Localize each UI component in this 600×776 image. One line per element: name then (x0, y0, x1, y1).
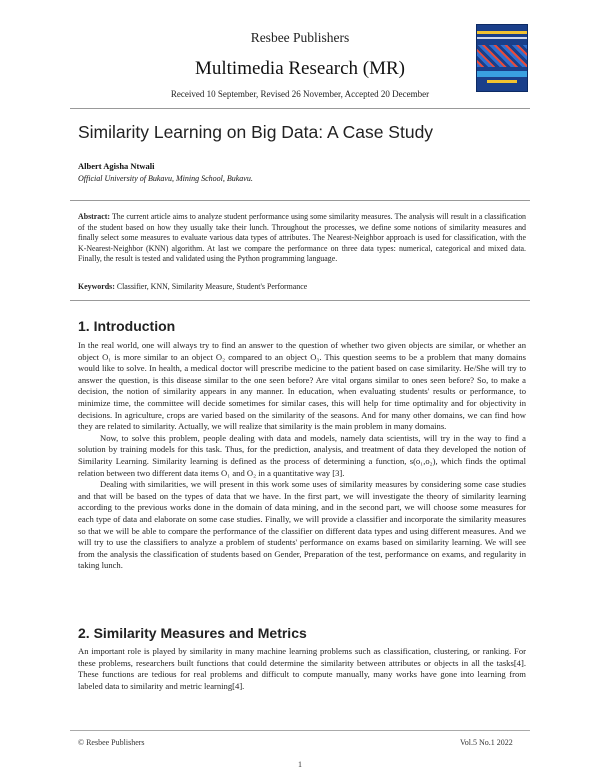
paragraph: In the real world, one will always try to find an answer to the question of whether two given objects are similar, or whether an object O₁ is more similar to an object O₂ compared to an object O₃. This question seems to be a problem that many domains would like to solve. In health, a medical doctor will prescribe medicine to the patient based on case similarity. He/She will try to answer the question, is this disease similar to the one seen before? Are vital organs similar to ones seen before? So, to make a decision, the notion of similarity appears in any manner. In education, when evaluating students' results or performance, to minimize time, the committee will decide sometimes for similar cases, this will help for time optimality and for objectivity in decisions. In agriculture, crops are varied based on the similarity of the seasons. And for many other domains, we can find how they are related to similarity. Actually, we will realize that similarity is the main problem in many domains. (78, 340, 526, 432)
introduction-body (78, 340, 526, 572)
footer-divider (70, 730, 530, 731)
page-number: 1 (298, 760, 302, 769)
keywords-label: Keywords: (78, 282, 115, 291)
author-affiliation: Official University of Bukavu, Mining School, Bukavu. (78, 174, 253, 183)
abstract-label: Abstract: (78, 212, 110, 221)
paragraph: Now, to solve this problem, people dealing with data and models, namely data scientists, will try in the way to find a solution by training models for this task. Thus, for the prediction, analysis, and treatment of data they developed the notion of Similarity Learning. Similarity learning is defined as the process of determining a function, s(o₁,o₂), which finds the optimal relation between two different data items O₁ and O₂ in a quantitative way [3]. (78, 432, 526, 478)
abstract-text: The current article aims to analyze student performance using some similarity measures. The analysis will result in a classification of the student based on how they usually take their lunch. Throughout the processes, we define some notions of similarity measures and finally select some measures to evaluate various data types of attributes. The Nearest-Neighbor approach is used for classification, with the K-Nearest-Neighbor (KNN) algorithm. At last we compare the performance on three data types: numerical, categorical and mixed data. Finally, the result is tested and validated using the Python programming language. (78, 212, 526, 263)
footer-volume: Vol.5 No.1 2022 (460, 738, 513, 747)
publisher-name: Resbee Publishers (250, 30, 350, 45)
section-heading-introduction: 1. Introduction (78, 318, 176, 334)
journal-cover-image (476, 24, 528, 92)
footer-copyright: © Resbee Publishers (78, 738, 145, 747)
paragraph: Dealing with similarities, we will present in this work some uses of similarity measures by considering some case studies and that will be based on the types of data that we have. In the first part, we will investigate the theory of similarity learning according to the previous works done in the domain of data mining, and in the second part, we will choose some measures for each type of data and elaborate on some case studies. Finally, we will provide a classifier and incorporate the similarity measures so that we will be able to compare the performance of the classifier on different data types and using different measures. And we will try to use the classifiers to analyze a problem of students' performance on exams based on similarity learning. We will see from the analysis the classification of students based on Gender, Preparation of the test, performance on exams, and regularity in taking lunch. (78, 479, 526, 571)
journal-name: Multimedia Research (MR) (194, 58, 405, 79)
paper-title: Similarity Learning on Big Data: A Case Study (78, 122, 434, 142)
keywords (78, 282, 526, 291)
abstract (78, 212, 526, 265)
section-heading-similarity-measures: 2. Similarity Measures and Metrics (78, 625, 307, 641)
abstract-bottom-divider (70, 300, 530, 301)
header-divider (70, 108, 530, 109)
similarity-measures-body (78, 646, 526, 692)
paragraph: An important role is played by similarity in many machine learning problems such as classification, clustering, or ranking. For these problems, researchers built functions that could determine the similarity between attributes or objects in all the tasks[4]. These functions are tedious for real problems and difficult to compute manually, many works have gone into learning from labeled data to similarity and metric learning[4]. (78, 646, 526, 691)
received-dates: Received 10 September, Revised 26 November, Accepted 20 December (170, 89, 430, 99)
author-name: Albert Agisha Ntwali (78, 161, 155, 171)
abstract-top-divider (70, 200, 530, 201)
keywords-text: Classifier, KNN, Similarity Measure, Student's Performance (116, 282, 308, 291)
